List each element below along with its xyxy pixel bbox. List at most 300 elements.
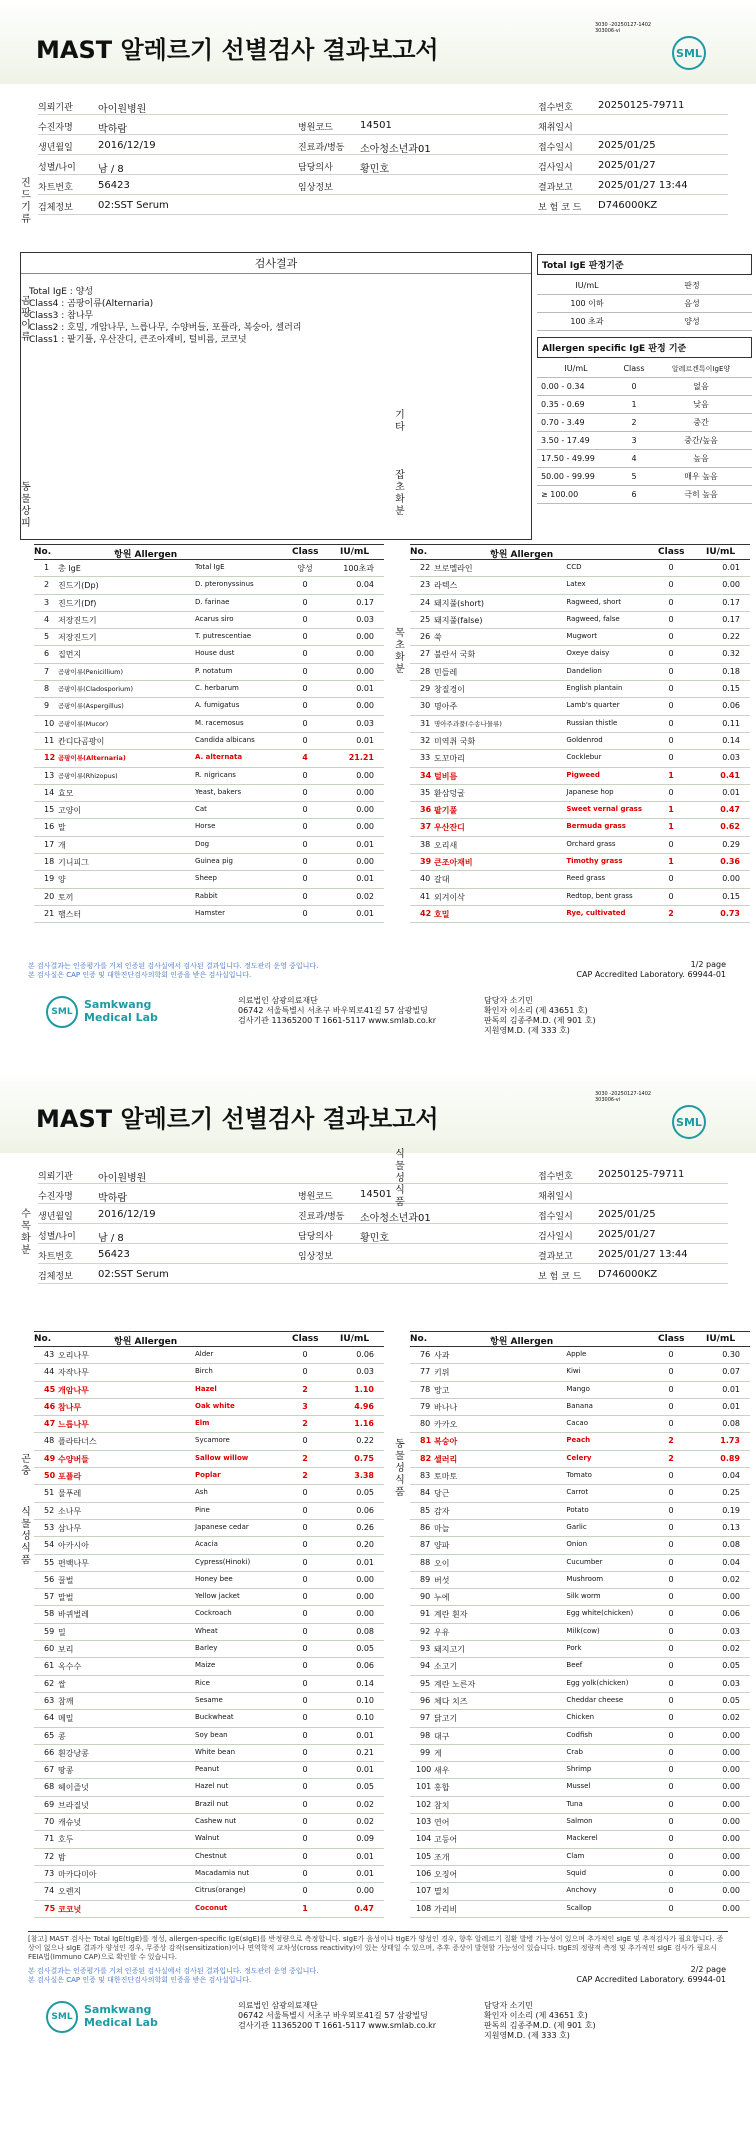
- address-line: 의료법인 삼광의료재단: [238, 996, 318, 1005]
- table-row: [34, 1745, 384, 1762]
- row-korean: 도꼬마리: [434, 754, 465, 764]
- row-class: 0: [668, 1799, 674, 1809]
- row-class: 0: [668, 666, 674, 676]
- row-english: Potato: [566, 1505, 589, 1514]
- col: IU/mL: [564, 364, 588, 373]
- header-iu: IU/mL: [706, 1334, 736, 1344]
- row-iu: 0.03: [722, 1626, 740, 1636]
- row-no: 94: [420, 1661, 431, 1671]
- row-no: 96: [420, 1695, 431, 1705]
- row-iu: 0.25: [722, 1488, 740, 1498]
- row-english: Macadamia nut: [195, 1868, 250, 1877]
- row-class: 0: [302, 1574, 308, 1584]
- row-iu: 0.03: [356, 1367, 374, 1377]
- table-row: [34, 1849, 384, 1866]
- table-row: [410, 698, 750, 715]
- row-korean: 곰팡이류(Aspergillus): [58, 702, 124, 711]
- row-no: 85: [420, 1505, 431, 1515]
- row-no: 98: [420, 1730, 431, 1740]
- row-no: 17: [44, 839, 55, 849]
- row-iu: 0.06: [722, 1609, 740, 1619]
- row-english: P. notatum: [195, 666, 233, 675]
- row-no: 27: [420, 649, 431, 659]
- row-korean: 효모: [58, 788, 74, 798]
- table-row: [410, 1485, 750, 1502]
- col: 알레르겐특이IgE양: [671, 364, 731, 373]
- dob: 2016/12/19: [98, 1209, 156, 1220]
- row-no: 16: [44, 822, 55, 832]
- row-english: Onion: [566, 1540, 588, 1549]
- sml-logo-icon: SML: [672, 1105, 706, 1139]
- row-iu: 100초과: [343, 564, 374, 573]
- row-korean: 갈대: [434, 875, 450, 885]
- row-no: 76: [420, 1350, 431, 1359]
- row-english: Beef: [566, 1661, 583, 1670]
- group-label: 식 물 성 식 품: [21, 1507, 31, 1566]
- header-class: Class: [658, 547, 685, 557]
- reference-note: [참고] MAST 검사는 Total IgE(tIgE)를 정성, allergen-specific IgE(sIgE)를 반정량으로 측정합니다. sIgE가 음성이나 tIgE가 양성인 경우, 향후 알레르기 질환 발병 가능성이 있으며 추가적인 sIgE 및 추적검사가 필요합니다. 증상이 없으나 sIgE 결과가 양성인 경우, 무증상 감작(sensitization)이나 면역학적 교차성(cross reactivity)이 있는 상태일 수 있으며, 추후 증상이 발현할 가능성이 있습니다. tIgE의 정량적 측정 및 추가적인 sIgE 검사가 필요시 FEIA법(Immuno CAP)으로 확인할 수 있습니다.: [28, 1931, 728, 1962]
- row-korean: 쌀: [58, 1679, 66, 1689]
- row-english: Cocklebur: [566, 753, 602, 762]
- row-class: 0: [302, 718, 308, 728]
- table-row: [34, 1693, 384, 1710]
- row-korean: 호밀: [434, 909, 450, 919]
- row-english: Cashew nut: [195, 1817, 237, 1826]
- row-korean: 삼나무: [58, 1523, 82, 1533]
- row-english: Honey bee: [195, 1574, 233, 1583]
- row-english: Mushroom: [566, 1574, 604, 1583]
- col: 없음: [693, 382, 709, 391]
- row-class: 0: [668, 1626, 674, 1636]
- row-class: 0: [668, 597, 674, 607]
- row-class: 0: [302, 649, 308, 659]
- row-iu: 0.07: [722, 1367, 740, 1377]
- row-class: 0: [302, 1488, 308, 1498]
- row-english: Barley: [195, 1644, 218, 1653]
- row-iu: 4.96: [354, 1401, 374, 1411]
- row-no: 8: [44, 684, 50, 694]
- table-row: [34, 854, 384, 871]
- row-iu: 0.00: [356, 701, 374, 711]
- row-korean: 수양버들: [58, 1454, 89, 1464]
- row-english: Garlic: [566, 1522, 587, 1531]
- lab-name: [84, 998, 158, 1024]
- row-korean: 곰팡이류(Rhizopus): [58, 771, 118, 780]
- row-no: 43: [44, 1350, 55, 1359]
- row-no: 15: [44, 805, 55, 815]
- page-number: 2/2 page: [690, 1965, 726, 1974]
- row-iu: 0.03: [356, 614, 374, 624]
- row-iu: 0.03: [722, 1678, 740, 1688]
- table-row: [410, 577, 750, 594]
- row-korean: 돼지풀(false): [434, 615, 483, 625]
- row-english: Shrimp: [566, 1765, 592, 1774]
- row-english: Timothy grass: [566, 857, 623, 866]
- row-iu: 0.00: [356, 666, 374, 676]
- group-label: 곤 충: [21, 1454, 31, 1477]
- row-class: 1: [668, 805, 674, 815]
- row-iu: 0.00: [722, 1868, 740, 1878]
- row-no: 101: [416, 1782, 432, 1792]
- dob: 2016/12/19: [98, 140, 156, 151]
- row-iu: 0.19: [722, 1505, 740, 1515]
- row-iu: 0.05: [722, 1695, 740, 1705]
- row-class: 0: [302, 805, 308, 815]
- patient-label: 수진자명: [38, 123, 73, 133]
- row-class: 0: [302, 1367, 308, 1377]
- row-iu: 0.47: [354, 1903, 374, 1913]
- report-header: [0, 1069, 756, 1153]
- report-title: MAST 알레르기 선별검사 결과보고서: [36, 1105, 439, 1133]
- table-row: [34, 1779, 384, 1796]
- row-no: 97: [420, 1713, 431, 1723]
- row-english: Horse: [195, 822, 216, 831]
- row-class: 2: [668, 1436, 674, 1446]
- row-english: Redtop, bent grass: [566, 891, 633, 900]
- row-no: 56: [44, 1574, 55, 1584]
- test-date-label: 검사일시: [538, 1232, 573, 1242]
- row-class: 0: [302, 908, 308, 918]
- table-row: [34, 1814, 384, 1831]
- row-english: Tuna: [566, 1799, 583, 1808]
- row-no: 2: [44, 580, 50, 590]
- footer: [38, 988, 728, 1048]
- table-row: [410, 802, 750, 819]
- table-row: [410, 1555, 750, 1572]
- row-no: 107: [416, 1886, 432, 1896]
- table-row: [410, 1589, 750, 1606]
- row-iu: 0.01: [356, 735, 374, 745]
- row-class: 0: [668, 614, 674, 624]
- row-korean: 망고: [434, 1385, 450, 1395]
- table-row: [410, 1347, 750, 1364]
- table-row: [34, 819, 384, 836]
- table-row: [34, 664, 384, 681]
- row-class: 0: [302, 701, 308, 711]
- row-no: 83: [420, 1471, 431, 1481]
- row-no: 93: [420, 1644, 431, 1654]
- doctor-line: 지원영M.D. (제 333 호): [484, 1026, 570, 1035]
- row-english: Rye, cultivated: [566, 908, 626, 917]
- row-iu: 0.29: [722, 839, 740, 849]
- row-no: 82: [420, 1453, 432, 1463]
- row-iu: 0.04: [356, 580, 374, 590]
- row-korean: 헤이즐넛: [58, 1783, 89, 1793]
- row-korean: 캐슈넛: [58, 1818, 82, 1828]
- row-no: 77: [420, 1367, 431, 1377]
- row-english: T. putrescentiae: [195, 632, 252, 641]
- row-class: 0: [668, 1367, 674, 1377]
- row-class: 2: [302, 1384, 308, 1394]
- row-iu: 0.05: [356, 1782, 374, 1792]
- row-no: 99: [420, 1747, 431, 1757]
- row-iu: 0.06: [356, 1661, 374, 1671]
- patient-label: 수진자명: [38, 1192, 73, 1202]
- row-english: Guinea pig: [195, 857, 233, 866]
- table-row: [410, 1849, 750, 1866]
- chart-label: 차트번호: [38, 1252, 73, 1262]
- table-row: [34, 577, 384, 594]
- report-date: 2025/01/27 13:44: [598, 180, 688, 191]
- row-english: M. racemosus: [195, 718, 244, 727]
- row-iu: 0.08: [722, 1419, 740, 1429]
- sexage-label: 성별/나이: [38, 163, 76, 173]
- table-row: [34, 595, 384, 612]
- row-english: Cheddar cheese: [566, 1695, 624, 1704]
- row-korean: 우유: [434, 1627, 450, 1637]
- row-english: CCD: [566, 563, 582, 571]
- row-class: 0: [668, 1384, 674, 1394]
- report-date-label: 결과보고: [538, 1252, 573, 1262]
- row-iu: 0.00: [356, 632, 374, 642]
- info-row: [38, 175, 728, 195]
- row-class: 0: [668, 1644, 674, 1654]
- row-no: 105: [416, 1851, 432, 1861]
- row-class: 0: [302, 1713, 308, 1723]
- row-korean: 외겨이삭: [434, 892, 465, 902]
- report-date: 2025/01/27 13:44: [598, 1249, 688, 1260]
- row-iu: 0.14: [356, 1678, 374, 1688]
- specific-ige-row: [537, 396, 752, 414]
- row-class: 0: [302, 1799, 308, 1809]
- row-korean: 말: [58, 823, 66, 833]
- row-no: 38: [420, 839, 431, 849]
- row-iu: 0.21: [356, 1747, 374, 1757]
- specific-ige-row: [537, 468, 752, 486]
- dob-label: 생년월일: [38, 143, 73, 153]
- col: 0: [631, 382, 637, 391]
- row-class: 0: [668, 1868, 674, 1878]
- row-no: 95: [420, 1678, 431, 1688]
- row-korean: 명아주: [434, 702, 458, 712]
- chart: 56423: [98, 180, 130, 191]
- row-class: 0: [668, 1350, 674, 1359]
- row-no: 49: [44, 1453, 56, 1463]
- row-no: 37: [420, 822, 432, 832]
- row-english: Chestnut: [195, 1851, 227, 1860]
- row-no: 66: [44, 1747, 55, 1757]
- row-no: 13: [44, 770, 55, 780]
- row-korean: 환삼덩굴: [434, 788, 465, 798]
- table-row: [34, 1468, 384, 1485]
- header-no: No.: [34, 547, 52, 557]
- row-no: 102: [416, 1799, 432, 1809]
- row-no: 84: [420, 1488, 431, 1498]
- row-english: Sweet vernal grass: [566, 805, 643, 814]
- row-korean: 참깨: [58, 1696, 74, 1706]
- hospital: 아이원병원: [98, 1173, 147, 1184]
- row-english: Russian thistle: [566, 718, 618, 727]
- row-english: Clam: [566, 1851, 585, 1860]
- row-iu: 0.01: [356, 874, 374, 884]
- total-ige-row: [537, 313, 752, 331]
- row-iu: 0.00: [356, 649, 374, 659]
- row-korean: 토끼: [58, 892, 74, 902]
- row-korean: 저장진드기: [58, 615, 97, 625]
- row-class: 0: [668, 1574, 674, 1584]
- row-korean: 마늘: [434, 1523, 450, 1533]
- row-english: Ragweed, false: [566, 614, 620, 623]
- row-iu: 0.11: [722, 718, 740, 728]
- row-english: Apple: [566, 1350, 587, 1358]
- group-label: 수 목 화 분: [21, 1209, 31, 1256]
- row-korean: 칸디다곰팡이: [58, 736, 105, 746]
- row-english: D. pteronyssinus: [195, 580, 254, 589]
- table-row: [410, 819, 750, 836]
- row-no: 23: [420, 580, 431, 590]
- table-row: [410, 1693, 750, 1710]
- row-korean: 물푸레: [58, 1489, 82, 1499]
- row-korean: 브라질넛: [58, 1800, 89, 1810]
- row-iu: 0.00: [722, 580, 740, 590]
- row-iu: 0.00: [356, 1886, 374, 1896]
- header-allergen: 항원 Allergen: [114, 1337, 178, 1347]
- row-korean: 민들레: [434, 667, 458, 677]
- row-iu: 0.00: [722, 1765, 740, 1775]
- lab-name: [84, 2003, 158, 2029]
- row-korean: 계란 노른자: [434, 1679, 476, 1689]
- row-english: Chicken: [566, 1713, 595, 1722]
- row-korean: 소고기: [434, 1662, 458, 1672]
- row-no: 88: [420, 1557, 431, 1567]
- row-no: 29: [420, 684, 431, 694]
- row-korean: 자작나무: [58, 1368, 89, 1378]
- row-iu: 0.02: [356, 891, 374, 901]
- row-no: 7: [44, 666, 50, 676]
- row-english: Squid: [566, 1868, 587, 1877]
- info-row: [38, 1204, 728, 1224]
- row-iu: 1.73: [720, 1436, 740, 1446]
- row-no: 92: [420, 1626, 431, 1636]
- row-iu: 0.00: [722, 1592, 740, 1602]
- row-english: Latex: [566, 580, 586, 589]
- row-no: 5: [44, 632, 50, 642]
- table-row: [410, 629, 750, 646]
- row-korean: 불란서 국화: [434, 650, 476, 660]
- row-iu: 0.00: [356, 1574, 374, 1584]
- row-class: 0: [302, 614, 308, 624]
- row-class: 0: [668, 1817, 674, 1827]
- row-iu: 0.02: [356, 1817, 374, 1827]
- header-no: No.: [34, 1334, 52, 1344]
- table-row: [34, 1797, 384, 1814]
- row-class: 1: [302, 1903, 308, 1913]
- receipt-no: 20250125-79711: [598, 1169, 685, 1180]
- row-no: 65: [44, 1730, 55, 1740]
- row-class: 0: [668, 718, 674, 728]
- table-row: [34, 1624, 384, 1641]
- row-korean: 땅콩: [58, 1766, 74, 1776]
- row-english: R. nigricans: [195, 770, 236, 779]
- row-class: 0: [302, 1505, 308, 1515]
- lab-name-1: Samkwang: [84, 998, 152, 1011]
- row-class: 0: [302, 1851, 308, 1861]
- receipt-no-label: 접수번호: [538, 1172, 573, 1182]
- row-korean: 셀러리: [434, 1454, 458, 1464]
- group-label: 기 타: [395, 410, 405, 433]
- row-no: 54: [44, 1540, 55, 1550]
- table-row: [34, 1676, 384, 1693]
- row-no: 34: [420, 770, 432, 780]
- table-row: [410, 1710, 750, 1727]
- row-class: 0: [302, 580, 308, 590]
- row-english: Citrus(orange): [195, 1886, 246, 1895]
- row-class: 0: [668, 839, 674, 849]
- col: 1: [631, 400, 637, 409]
- row-korean: 소나무: [58, 1506, 82, 1516]
- row-class: 0: [302, 1661, 308, 1671]
- row-class: 0: [302, 1557, 308, 1567]
- report-code: [595, 1091, 651, 1103]
- row-iu: 0.00: [722, 1886, 740, 1896]
- col: 0.00 - 0.34: [541, 382, 585, 391]
- col: 0.35 - 0.69: [541, 400, 585, 409]
- doctor-line: 확인자 이소리 (제 43651 호): [484, 1006, 588, 1015]
- row-iu: 0.05: [356, 1488, 374, 1498]
- row-iu: 0.00: [356, 822, 374, 832]
- doctor-signatures: [484, 996, 596, 1036]
- col: 5: [631, 472, 637, 481]
- row-no: 53: [44, 1522, 55, 1532]
- patient: 박하람: [98, 124, 127, 135]
- row-korean: 꿀벌: [58, 1575, 74, 1585]
- sexage: 남 / 8: [98, 1233, 124, 1244]
- row-iu: 0.00: [356, 770, 374, 780]
- table-row: [34, 871, 384, 888]
- table-row: [410, 1503, 750, 1520]
- table-row: [34, 1606, 384, 1623]
- row-iu: 0.01: [356, 1557, 374, 1567]
- row-class: 0: [302, 1436, 308, 1446]
- row-iu: 0.04: [722, 1557, 740, 1567]
- result-text: Total IgE : 양성 Class4 : 곰팡이류(Alternaria) Class3 : 참나무 Class2 : 호밀, 개암나무, 느릅나무, 수양버들, 포플라, 복숭아, 셀러리 Class1 : 팥기풀, 우산잔디, 큰조아재비, 털비름, 코코넛: [29, 287, 302, 345]
- table-row: [34, 1762, 384, 1779]
- table-row: [34, 785, 384, 802]
- receipt-date-label: 접수일시: [538, 1212, 573, 1222]
- doctor-line: 담당자 소기민: [484, 2001, 533, 2010]
- row-korean: 대구: [434, 1731, 450, 1741]
- report-title: MAST 알레르기 선별검사 결과보고서: [36, 36, 439, 64]
- row-iu: 1.10: [354, 1384, 374, 1394]
- criteria-panel: [537, 254, 752, 504]
- row-korean: 복숭아: [434, 1437, 458, 1447]
- patient-info: [38, 95, 728, 215]
- insurance: D746000KZ: [598, 200, 658, 211]
- row-english: Dog: [195, 839, 210, 848]
- row-korean: 개: [58, 840, 66, 850]
- row-iu: 0.03: [356, 718, 374, 728]
- row-iu: 0.15: [722, 684, 740, 694]
- table-row: [410, 1537, 750, 1554]
- row-english: Rice: [195, 1678, 210, 1687]
- result-title: 검사결과: [21, 253, 531, 274]
- row-korean: 밤: [58, 1852, 66, 1862]
- row-iu: 0.01: [722, 563, 740, 572]
- group-label: 진 드 기 류: [21, 178, 31, 225]
- row-english: Rabbit: [195, 891, 218, 900]
- row-english: Alder: [195, 1350, 214, 1358]
- row-korean: 돼지풀(short): [434, 598, 484, 608]
- table-row: [34, 1728, 384, 1745]
- specimen: 02:SST Serum: [98, 200, 169, 211]
- row-class: 4: [302, 753, 308, 763]
- table-row: [34, 1555, 384, 1572]
- doctor-label: 담당의사: [298, 163, 333, 173]
- row-korean: 흰강낭콩: [58, 1748, 89, 1758]
- table-row: [34, 1520, 384, 1537]
- row-english: Lamb's quarter: [566, 701, 620, 710]
- row-english: Hamster: [195, 908, 225, 917]
